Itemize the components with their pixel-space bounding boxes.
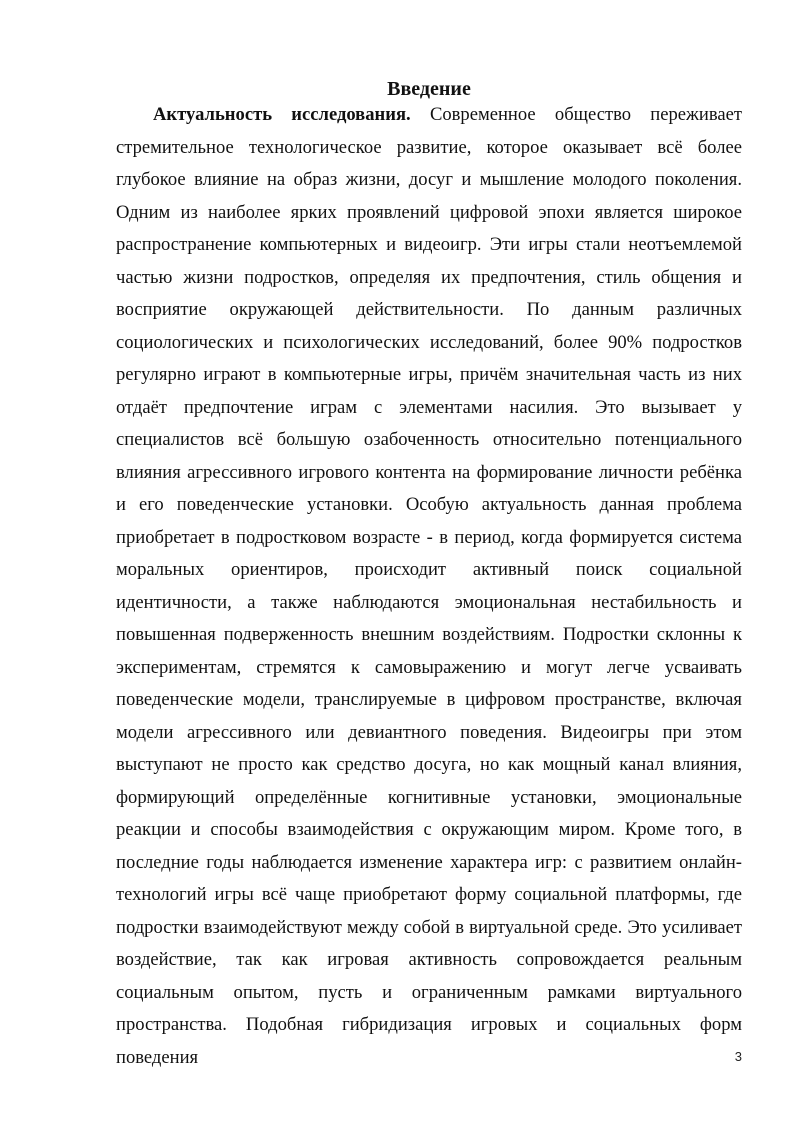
page-number: 3 xyxy=(734,1049,742,1064)
page-title: Введение xyxy=(387,78,471,100)
paragraph-lead: Актуальность исследования. xyxy=(153,104,411,125)
body-paragraph xyxy=(116,99,742,1074)
paragraph-text: Современное общество переживает стремительное технологическое развитие, которое оказывает всё более глубокое влияние на образ жизни, досуг и мышление молодого поколения. Одним из наиболее ярких проявлений цифровой эпохи является широкое распространение компьютерных и видеоигр. Эти игры стали неотъемлемой частью жизни подростков, определяя их предпочтения, стиль общения и восприятие окружающей действительности. По данным различных социологических и психологических исследований, более 90% подростков регулярно играют в компьютерные игры, причём значительная часть из них отдаёт предпочтение играм с элементами насилия. Это вызывает у специалистов всё большую озабоченность относительно потенциального влияния агрессивного игрового контента на формирование личности ребёнка и его поведенческие установки. Особую актуальность данная проблема приобретает в подростковом возрасте - в период, когда формируется система моральных ориентиров, происходит активный поиск социальной идентичности, а также наблюдаются эмоциональная нестабильность и повышенная подверженность внешним воздействиям. Подростки склонны к экспериментам, стремятся к самовыражению и могут легче усваивать поведенческие модели, транслируемые в цифровом пространстве, включая модели агрессивного или девиантного поведения. Видеоигры при этом выступают не просто как средство досуга, но как мощный канал влияния, формирующий определённые когнитивные установки, эмоциональные реакции и способы взаимодействия с окружающим миром. Кроме того, в последние годы наблюдается изменение характера игр: с развитием онлайн-технологий игры всё чаще приобретают форму социальной платформы, где подростки взаимодействуют между собой в виртуальной среде. Это усиливает воздействие, так как игровая активность сопровождается реальным социальным опытом, пусть и ограниченным рамками виртуального пространства. Подобная гибридизация игровых и социальных форм поведения xyxy=(116,104,743,1068)
